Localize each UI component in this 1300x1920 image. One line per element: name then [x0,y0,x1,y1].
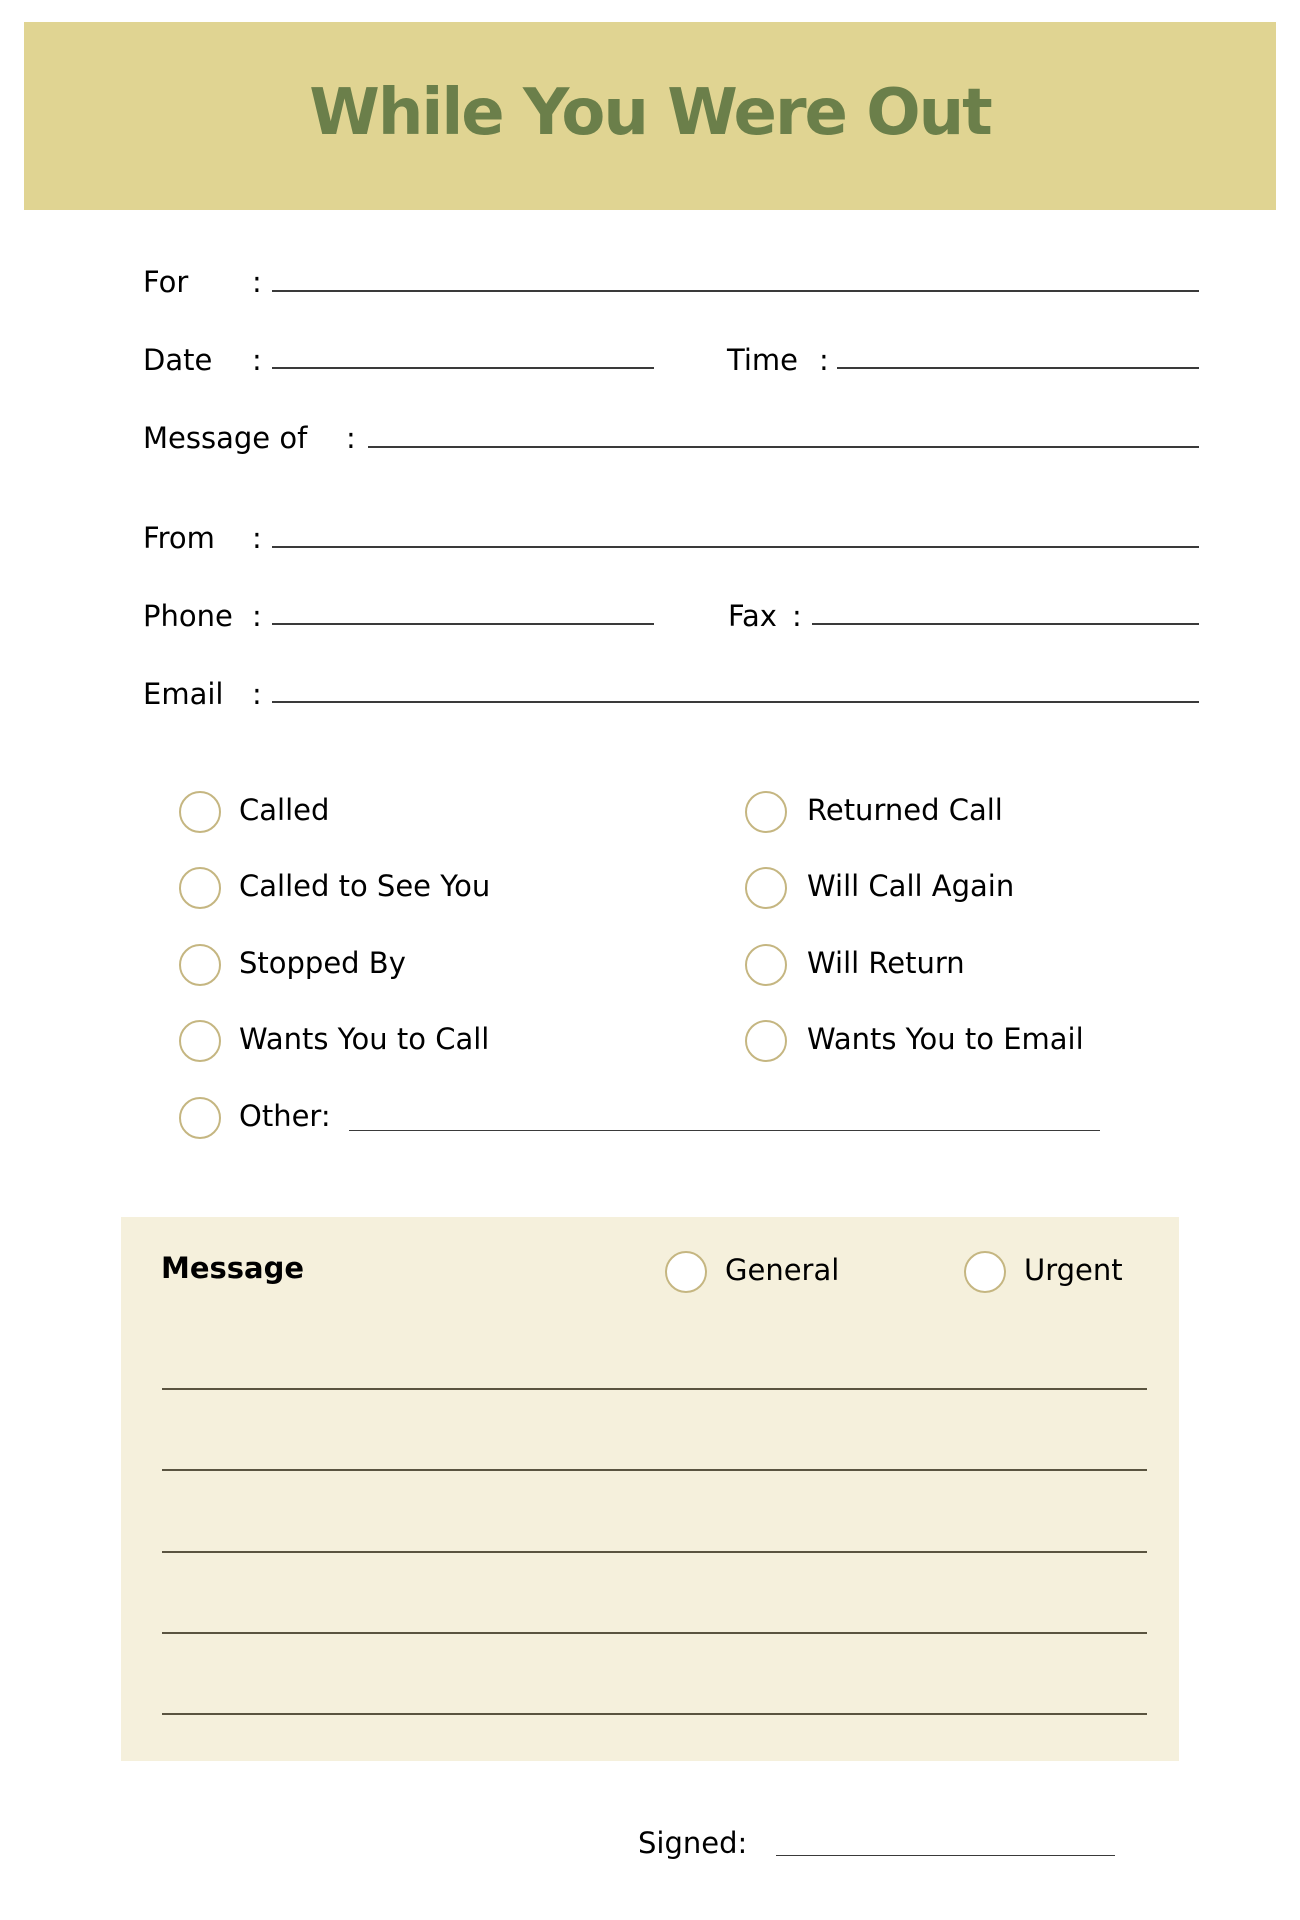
option-label: Other: [239,1099,331,1133]
option-label: Will Return [807,946,965,980]
radio-circle-icon[interactable] [179,1097,221,1139]
for-colon: : [252,265,262,299]
message-line-2[interactable] [162,1469,1147,1471]
radio-circle-icon[interactable] [745,867,787,909]
radio-circle-icon[interactable] [179,791,221,833]
phone-field[interactable] [272,623,654,625]
radio-circle-icon[interactable] [665,1251,707,1293]
time-label: Time [727,343,798,377]
radio-circle-icon[interactable] [745,791,787,833]
fax-colon: : [792,599,802,633]
email-colon: : [252,677,262,711]
header-band [24,22,1276,210]
option-label: General [725,1253,840,1287]
message-line-4[interactable] [162,1632,1147,1634]
time-colon: : [819,343,829,377]
option-label: Called [239,793,330,827]
message-line-3[interactable] [162,1551,1147,1553]
radio-circle-icon[interactable] [745,944,787,986]
signed-label: Signed: [638,1826,748,1860]
option-label: Urgent [1024,1253,1123,1287]
date-label: Date [143,343,213,377]
for-label: For [143,265,189,299]
radio-circle-icon[interactable] [179,1020,221,1062]
other-field[interactable] [349,1130,1100,1131]
message-title: Message [161,1251,305,1285]
message-of-field[interactable] [368,446,1199,448]
page-title: While You Were Out [309,76,991,150]
option-label: Stopped By [239,946,406,980]
from-field[interactable] [272,546,1199,548]
option-label: Returned Call [807,793,1003,827]
radio-circle-icon[interactable] [745,1020,787,1062]
message-of-colon: : [346,421,356,455]
message-of-label: Message of [143,421,308,455]
option-label: Called to See You [239,869,491,903]
option-label: Wants You to Email [807,1022,1084,1056]
email-label: Email [143,677,224,711]
date-field[interactable] [272,367,654,369]
phone-colon: : [252,599,262,633]
fax-field[interactable] [812,623,1199,625]
fax-label: Fax [728,599,777,633]
message-line-5[interactable] [162,1713,1147,1715]
phone-label: Phone [143,599,233,633]
email-field[interactable] [272,701,1199,703]
from-label: From [143,521,215,555]
option-label: Will Call Again [807,869,1015,903]
for-field[interactable] [272,290,1199,292]
signature-field[interactable] [776,1855,1115,1856]
message-box [121,1217,1179,1761]
radio-circle-icon[interactable] [179,867,221,909]
from-colon: : [252,521,262,555]
radio-circle-icon[interactable] [964,1251,1006,1293]
time-field[interactable] [837,367,1199,369]
option-label: Wants You to Call [239,1022,490,1056]
message-line-1[interactable] [162,1388,1147,1390]
radio-circle-icon[interactable] [179,944,221,986]
date-colon: : [252,343,262,377]
